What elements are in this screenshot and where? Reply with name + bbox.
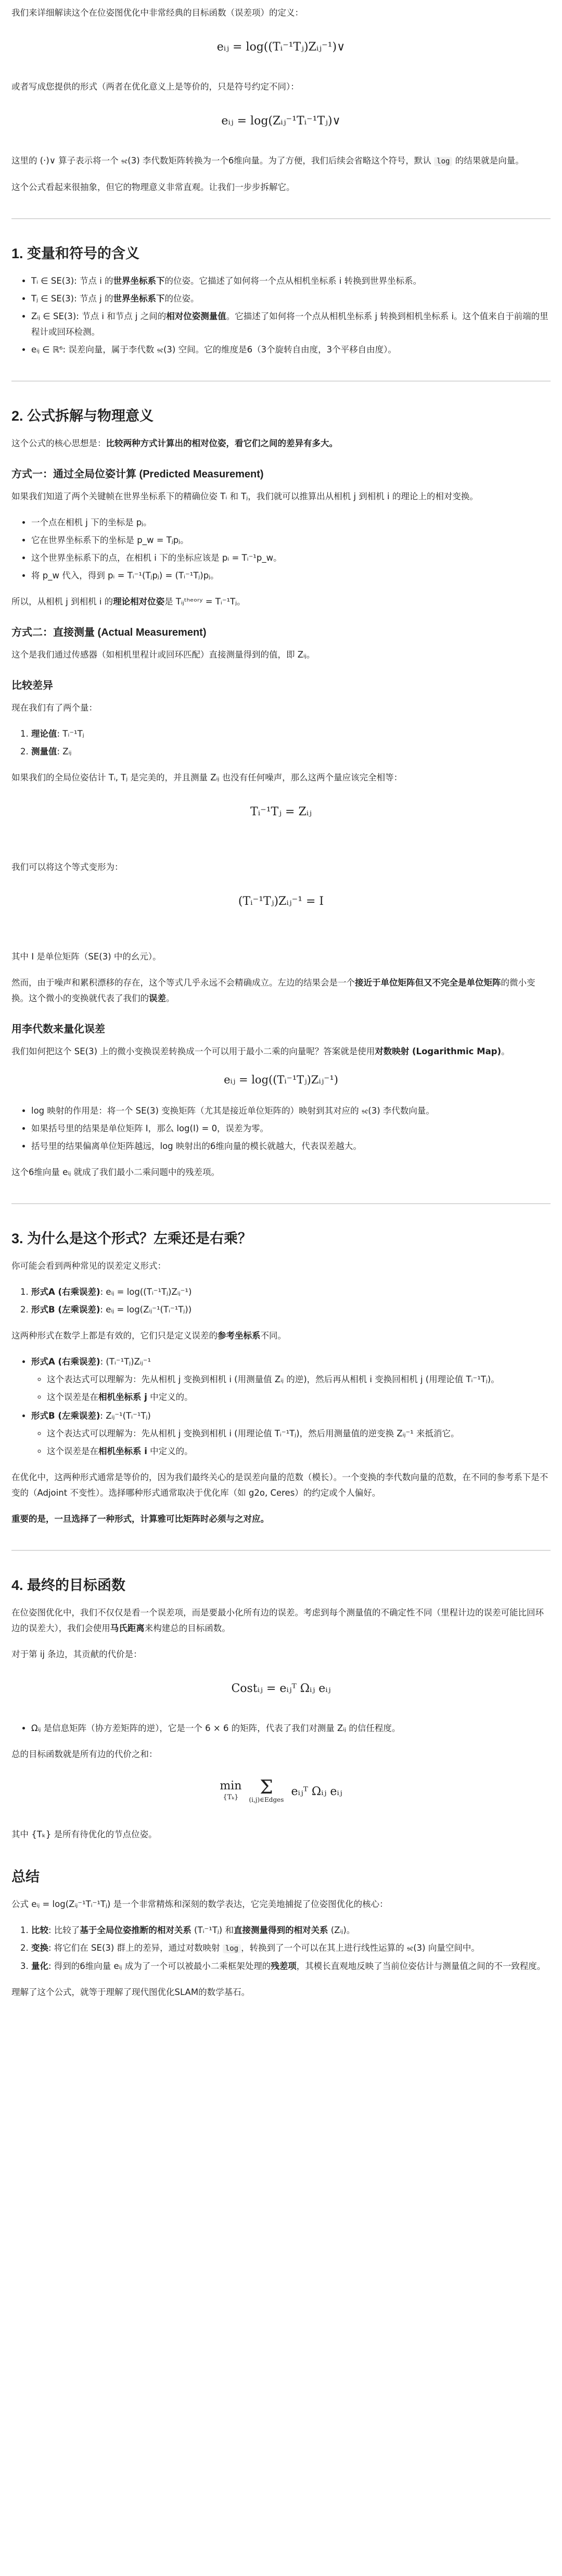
- compare-list: [11, 726, 551, 760]
- objective-text-2: 对于第 ij 条边，其贡献的代价是：: [11, 1649, 142, 1659]
- list-item: 1. 比较: 比较了基于全局位姿推断的相对关系 (Tᵢ⁻¹Tⱼ) 和直接测量得到的相对关系 (Zᵢⱼ)。: [31, 1923, 551, 1938]
- formula-error-b: eᵢⱼ = log(Zᵢⱼ⁻¹Tᵢ⁻¹Tⱼ)∨: [221, 115, 341, 128]
- min-subscript: {Tₖ}: [223, 1794, 239, 1801]
- list-item: 1. 理论值: Tᵢ⁻¹Tⱼ: [31, 726, 551, 742]
- method-1-heading: 方式一：通过全局位姿计算 (Predicted Measurement): [11, 469, 264, 480]
- formula-error-a: eᵢⱼ = log((Tᵢ⁻¹Tⱼ)Zᵢⱼ⁻¹)∨: [216, 41, 346, 54]
- list-item: 3. 量化: 得到的6维向量 eᵢⱼ 成为了一个可以被最小二乘框架处理的残差项，其模长直观地反映了当前位姿估计与测量值之间的不一致程度。: [31, 1959, 551, 1974]
- formula-cost: Costᵢⱼ = eᵢⱼᵀ Ωᵢⱼ eᵢⱼ: [231, 1682, 331, 1695]
- method-1-list: [11, 515, 551, 584]
- compare-text-4: 其中 I 是单位矩阵（SE(3) 中的幺元）。: [11, 952, 161, 962]
- inline-code-log: log: [434, 157, 452, 166]
- method-1-text: 如果我们知道了两个关键帧在世界坐标系下的精确位姿 Tᵢ 和 Tⱼ，我们就可以推算出从相机 j 到相机 i 的理论上的相对变换。: [11, 491, 478, 501]
- method-1-summary: 所以，从相机 j 到相机 i 的理论相对位姿是 Tᵢⱼᵗʰᵉᵒʳʸ = Tᵢ⁻¹Tⱼ。: [11, 597, 246, 607]
- objective-list: [11, 1721, 551, 1736]
- list-item: • 括号里的结果偏离单位矩阵越远，log 映射出的6维向量的模长就越大，代表误差越大。: [31, 1139, 551, 1154]
- list-item: • Ωᵢⱼ 是信息矩阵（协方差矩阵的逆），它是一个 6 × 6 的矩阵，代表了我们对测量 Zᵢⱼ 的信任程度。: [31, 1721, 551, 1736]
- vee-note: 这里的 (·)∨ 算子表示将一个 𝔰𝔢(3) 李代数矩阵转换为一个6维向量。为了方便，我们后续会省略这个符号，默认 log 的结果就是向量。: [11, 156, 524, 166]
- list-item: • 这个世界坐标系下的点，在相机 i 下的坐标应该是 pᵢ = Tᵢ⁻¹p_w。: [31, 550, 551, 566]
- list-item: 2. 形式B (左乘误差): eᵢⱼ = log(Zᵢⱼ⁻¹(Tᵢ⁻¹Tⱼ)): [31, 1302, 551, 1318]
- lie-list: [11, 1103, 551, 1154]
- lie-text-2: 这个6维向量 eᵢⱼ 就成了我们最小二乘问题中的残差项。: [11, 1167, 220, 1177]
- formula-equality: Tᵢ⁻¹Tⱼ = Zᵢⱼ: [250, 805, 312, 818]
- lie-heading: 用李代数来量化误差: [11, 1024, 105, 1035]
- section-4-heading: 4. 最终的目标函数: [11, 1577, 126, 1593]
- list-item: 1. 形式A (右乘误差): eᵢⱼ = log((Tᵢ⁻¹Tⱼ)Zᵢⱼ⁻¹): [31, 1284, 551, 1300]
- divider: [11, 1203, 551, 1204]
- sub-list-item: ◦ 这个误差是在相机坐标系 i 中定义的。: [47, 1444, 551, 1459]
- list-item: • 形式A (右乘误差): (Tᵢ⁻¹Tⱼ)Zᵢⱼ⁻¹ ◦ 这个表达式可以理解为：先从相机 j 变换到相机 i (用测量值 Zᵢⱼ 的逆)，然后再从相机 i 变换回相机 j (用理论值 Tᵢ⁻¹Tⱼ)。 ◦ 这个误差是在相机坐标系 j 中定义的。: [31, 1354, 551, 1405]
- variable-list: [11, 273, 551, 358]
- summary-closing: 理解了这个公式，就等于理解了现代图优化SLAM的数学基石。: [11, 1987, 250, 1997]
- compare-text-2: 如果我们的全局位姿估计 Tᵢ, Tⱼ 是完美的，并且测量 Zᵢⱼ 也没有任何噪声，那么这两个量应该完全相等：: [11, 773, 403, 782]
- sub-list-item: ◦ 这个误差是在相机坐标系 j 中定义的。: [47, 1390, 551, 1405]
- core-idea: 这个公式的核心思想是：比较两种方式计算出的相对位姿，看它们之间的差异有多大。: [11, 438, 338, 448]
- formula-total-objective: [11, 1777, 551, 1804]
- list-item: • log 映射的作用是：将一个 SE(3) 变换矩阵（尤其是接近单位矩阵的）映射到其对应的 𝔰𝔢(3) 李代数向量。: [31, 1103, 551, 1119]
- list-item: • eᵢⱼ ∈ ℝ⁶: 误差向量，属于李代数 𝔰𝔢(3) 空间。它的维度是6（3个旋转自由度，3个平移自由度）。: [31, 342, 551, 358]
- formula-log-error: eᵢⱼ = log((Tᵢ⁻¹Tⱼ)Zᵢⱼ⁻¹): [224, 1074, 338, 1086]
- list-item: • 将 p_w 代入，得到 pᵢ = Tᵢ⁻¹(Tⱼpⱼ) = (Tᵢ⁻¹Tⱼ)pⱼ。: [31, 568, 551, 584]
- min-operator: min: [220, 1779, 242, 1792]
- divider: [11, 218, 551, 219]
- lie-text: 我们如何把这个 SE(3) 上的微小变换误差转换成一个可以用于最小二乘的向量呢？答案就是使用对数映射 (Logarithmic Map)。: [11, 1046, 510, 1056]
- objective-body: eᵢⱼᵀ Ωᵢⱼ eᵢⱼ: [291, 1785, 342, 1798]
- compare-heading: 比较差异: [11, 680, 53, 691]
- section-1-heading: 1. 变量和符号的含义: [11, 246, 140, 261]
- list-item: • Tᵢ ∈ SE(3): 节点 i 的世界坐标系下的位姿。它描述了如何将一个点从相机坐标系 i 转换到世界坐标系。: [31, 273, 551, 289]
- forms-intro: 你可能会看到两种常见的误差定义形式：: [11, 1261, 166, 1271]
- method-2-heading: 方式二：直接测量 (Actual Measurement): [11, 627, 207, 638]
- list-item: • 一个点在相机 j 下的坐标是 pⱼ。: [31, 515, 551, 531]
- list-item: • Zᵢⱼ ∈ SE(3): 节点 i 和节点 j 之间的相对位姿测量值。它描述了如何将一个点从相机坐标系 j 转换到相机坐标系 i。这个值来自于前端的里程计或回环检测。: [31, 309, 551, 340]
- compare-text-3: 我们可以将这个等式变形为：: [11, 862, 123, 872]
- list-item: • 它在世界坐标系下的坐标是 p_w = Tⱼpⱼ。: [31, 533, 551, 548]
- summary-list: [11, 1923, 551, 1974]
- sub-list-item: ◦ 这个表达式可以理解为：先从相机 j 变换到相机 i (用测量值 Zᵢⱼ 的逆)，然后再从相机 i 变换回相机 j (用理论值 Tᵢ⁻¹Tⱼ)。: [47, 1372, 551, 1387]
- formula-identity: (Tᵢ⁻¹Tⱼ)Zᵢⱼ⁻¹ = I: [238, 895, 324, 908]
- sub-list-item: ◦ 这个表达式可以理解为：先从相机 j 变换到相机 i (用理论值 Tᵢ⁻¹Tⱼ)，然后用测量值的逆变换 Zᵢⱼ⁻¹ 来抵消它。: [47, 1426, 551, 1442]
- objective-text-3: 总的目标函数就是所有边的代价之和：: [11, 1749, 158, 1759]
- compare-text-5: 然而，由于噪声和累积漂移的存在，这个等式几乎永远不会精确成立。左边的结果会是一个接近于单位矩阵但又不完全是单位矩阵的微小变换。这个微小的变换就代表了我们的误差。: [11, 978, 535, 1003]
- summary-text: 公式 eᵢⱼ = log(Zᵢⱼ⁻¹Tᵢ⁻¹Tⱼ) 是一个非常精炼和深刻的数学表达，它完美地捕捉了位姿图优化的核心：: [11, 1899, 388, 1909]
- section-2-heading: 2. 公式拆解与物理意义: [11, 408, 154, 424]
- forms-text-4: 重要的是，一旦选择了一种形式，计算雅可比矩阵时必须与之对应。: [11, 1514, 269, 1524]
- section-3-heading: 3. 为什么是这个形式？左乘还是右乘？: [11, 1231, 252, 1246]
- method-2-text: 这个是我们通过传感器（如相机里程计或回环匹配）直接测量得到的值，即 Zᵢⱼ。: [11, 650, 315, 660]
- list-item: 2. 测量值: Zᵢⱼ: [31, 744, 551, 760]
- forms-text: 这两种形式在数学上都是有效的，它们只是定义误差的参考坐标系不同。: [11, 1331, 286, 1341]
- divider: [11, 1550, 551, 1551]
- compare-text: 现在我们有了两个量：: [11, 703, 97, 713]
- summary-heading: 总结: [11, 1869, 40, 1885]
- list-item: 2. 变换: 将它们在 SE(3) 群上的差异，通过对数映射 log ，转换到了一个可以在其上进行线性运算的 𝔰𝔢(3) 向量空间中。: [31, 1940, 551, 1956]
- sum-subscript: (i,j)∈Edges: [249, 1796, 284, 1803]
- intro-text-4: 这个公式看起来很抽象，但它的物理意义非常直观。让我们一步步拆解它。: [11, 182, 295, 192]
- list-item: • Tⱼ ∈ SE(3): 节点 j 的世界坐标系下的位姿。: [31, 291, 551, 307]
- sum-operator: Σ: [260, 1777, 273, 1798]
- objective-text-4: 其中 {Tₖ} 是所有待优化的节点位姿。: [11, 1829, 157, 1839]
- inline-code-log: log: [223, 1944, 241, 1953]
- objective-text: 在位姿图优化中，我们不仅仅是看一个误差项，而是要最小化所有边的误差。考虑到每个测量值的不确定性不同（里程计边的误差可能比回环边的误差大），我们会使用马氏距离来构建总的目标函数。: [11, 1608, 544, 1633]
- list-item: • 形式B (左乘误差): Zᵢⱼ⁻¹(Tᵢ⁻¹Tⱼ) ◦ 这个表达式可以理解为：先从相机 j 变换到相机 i (用理论值 Tᵢ⁻¹Tⱼ)，然后用测量值的逆变换 Zᵢⱼ⁻¹ 来抵消它。 ◦ 这个误差是在相机坐标系 i 中定义的。: [31, 1408, 551, 1459]
- forms-list: [11, 1284, 551, 1318]
- intro-text-2: 或者写成您提供的形式（两者在优化意义上是等价的，只是符号约定不同）：: [11, 82, 299, 92]
- intro-text: 我们来详细解读这个在位姿图优化中非常经典的目标函数（误差项）的定义：: [11, 8, 303, 18]
- divider: [11, 381, 551, 382]
- forms-text-3: 在优化中，这两种形式通常是等价的，因为我们最终关心的是误差向量的范数（模长）。一个变换的李代数向量的范数，在不同的参考系下是不变的（Adjoint 不变性）。选择哪种形式通常取决于优化库（如 g2o, Ceres）的约定或个人偏好。: [11, 1472, 548, 1498]
- forms-detail-list: [11, 1354, 551, 1459]
- list-item: • 如果括号里的结果是单位矩阵 I，那么 log(I) = 0，误差为零。: [31, 1121, 551, 1137]
